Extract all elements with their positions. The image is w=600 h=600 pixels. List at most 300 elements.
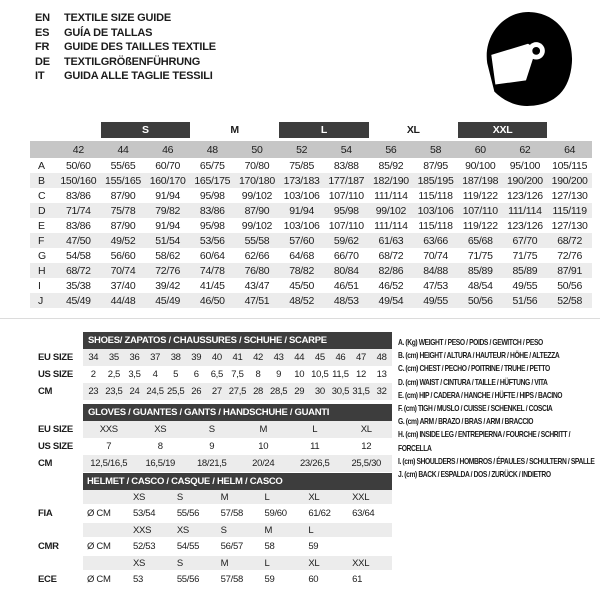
measurement-row [30, 233, 592, 248]
gloves-row [30, 421, 392, 438]
shoes-value: 6 [193, 369, 199, 380]
measurement-value: 87/95 [423, 159, 448, 172]
helmet-value: 53 [133, 574, 143, 585]
measurement-value: 72/76 [557, 249, 582, 262]
shoes-value: 47 [351, 349, 372, 366]
gloves-value: 12,5/16,5 [83, 455, 135, 472]
helmet-value: 59 [308, 541, 319, 552]
measurement-value: 67/70 [503, 233, 548, 248]
helmet-size-label: XS [173, 523, 217, 537]
language-row [35, 11, 216, 26]
measurement-value: 107/110 [328, 189, 364, 202]
helmet-standard-label: CMR [30, 537, 83, 556]
language-code: EN [35, 12, 50, 24]
helmet-value: 53/54 [133, 508, 156, 519]
language-title: GUIDA ALLE TAGLIE TESSILI [64, 70, 213, 82]
shoes-value: 27,5 [227, 383, 248, 400]
measurement-value: 50/60 [65, 159, 91, 172]
measurement-row-label: G [38, 249, 46, 262]
size-band-m: M [190, 122, 279, 140]
numeric-size-header-row [30, 140, 592, 159]
measurement-row-label: C [38, 189, 46, 202]
measurement-value: 60/64 [199, 249, 225, 262]
shoes-value: 30,5 [330, 383, 351, 400]
measurement-value: 50/56 [557, 279, 582, 292]
shoes-value: 30 [310, 383, 331, 400]
measurement-value: 119/122 [462, 219, 498, 232]
measurement-value: 95/98 [199, 219, 225, 232]
helmet-size-row [30, 523, 392, 537]
measurement-value: 87/91 [547, 263, 592, 278]
gloves-row-label: EU SIZE [30, 421, 83, 438]
measurement-value: 47/53 [423, 279, 448, 292]
shoes-value: 4 [152, 369, 158, 380]
measurement-value: 47/50 [56, 233, 101, 248]
measurement-value: 45/50 [289, 279, 314, 292]
size-column-header: 62 [503, 140, 548, 159]
helmet-size-label: S [217, 523, 261, 537]
measurement-value: 51/56 [503, 293, 548, 308]
measurement-value: 44/48 [101, 293, 146, 308]
measurement-row [30, 203, 592, 218]
measurement-value: 56/60 [110, 249, 136, 262]
measurement-row [30, 293, 592, 308]
measurement-value: 182/190 [369, 173, 414, 188]
helmet-size-label: M [260, 523, 304, 537]
measurement-value: 47/51 [235, 293, 280, 308]
helmet-value-row [30, 570, 392, 589]
gloves-value: S [186, 421, 238, 438]
size-band-s: S [101, 122, 190, 140]
measurement-value: 46/52 [378, 279, 404, 292]
helmet-value: 63/64 [352, 508, 375, 519]
shoes-value: 37 [145, 349, 166, 366]
measurement-value: 70/80 [244, 159, 270, 172]
helmet-standard-label: ECE [30, 570, 83, 589]
language-code: IT [35, 70, 45, 82]
measurement-value: 103/106 [283, 219, 320, 232]
measurement-value: 50/56 [458, 293, 503, 308]
measurement-value: 76/80 [235, 263, 280, 278]
measurement-value: 187/198 [458, 173, 503, 188]
measurement-value: 43/47 [244, 279, 270, 292]
helmet-value: 52/53 [133, 541, 156, 552]
measurement-value: 107/110 [328, 219, 364, 232]
shoes-value: 39 [186, 349, 207, 366]
spacer [83, 490, 129, 504]
measurement-value: 49/55 [413, 293, 458, 308]
measurement-value: 35/38 [65, 279, 91, 292]
measurement-value: 85/89 [503, 263, 548, 278]
measurement-row [30, 188, 592, 203]
measurement-row-label: B [30, 173, 56, 188]
spacer [30, 404, 83, 421]
shoes-value: 40 [207, 349, 228, 366]
shoes-value: 44 [289, 349, 310, 366]
measurement-value: 111/114 [374, 189, 408, 202]
helmet-value: 57/58 [220, 508, 243, 519]
main-size-table [30, 122, 592, 308]
measurement-value: 65/68 [458, 233, 503, 248]
measurement-value: 91/94 [155, 219, 181, 232]
measurement-value: 74/78 [190, 263, 235, 278]
spacer [30, 473, 83, 490]
shoes-value: 32 [371, 383, 392, 400]
helmet-size-label: L [260, 556, 304, 570]
measurement-value: 62/66 [244, 249, 270, 262]
size-column-header: 50 [235, 140, 280, 159]
measurement-value: 119/122 [462, 189, 498, 202]
shoes-value: 46 [330, 349, 351, 366]
gloves-value: 18/21,5 [186, 455, 238, 472]
gloves-row [30, 438, 392, 455]
language-row [35, 55, 216, 70]
helmet-diameter-label: Ø CM [87, 541, 111, 552]
size-column-header: 52 [279, 140, 324, 159]
helmet-diameter-label: Ø CM [87, 574, 111, 585]
legend-item: E. (cm) HIP / CADERA / HANCHE / HÜFTE / HIPS / BACINO [398, 389, 563, 400]
spacer [30, 556, 83, 570]
shoes-value: 27 [207, 383, 228, 400]
measurement-value: 87/90 [110, 219, 136, 232]
legend-item: G. (cm) ARM / BRAZO / BRAS / ARM / BRACCIO [398, 416, 534, 427]
shoes-value: 48 [371, 349, 392, 366]
helmet-size-label: S [173, 556, 217, 570]
helmet-size-label: XS [129, 490, 173, 504]
measurement-value: 177/187 [324, 173, 369, 188]
gloves-value: 12 [361, 441, 372, 452]
gloves-value: XS [135, 421, 187, 438]
measurement-value: 83/86 [65, 219, 91, 232]
measurement-value: 45/49 [145, 293, 190, 308]
shoes-value: 6,5 [210, 369, 224, 380]
measurement-value: 91/94 [155, 189, 181, 202]
shoes-value: 7,5 [231, 369, 244, 380]
measurement-value: 46/50 [190, 293, 235, 308]
helmet-size-label: XL [304, 556, 348, 570]
measurement-value: 46/51 [333, 279, 359, 292]
measurement-row-label: E [38, 219, 45, 232]
gloves-value: L [289, 421, 341, 438]
helmet-size-label: L [260, 490, 304, 504]
helmet-value-row [30, 504, 392, 523]
gloves-table [30, 404, 392, 472]
shoes-value: 10,5 [311, 369, 329, 380]
shoes-row-label: EU SIZE [30, 349, 83, 366]
helmet-value: 56/57 [220, 541, 243, 552]
language-title: GUÍA DE TALLAS [64, 26, 153, 39]
size-column-header: 56 [369, 140, 414, 159]
racing-helmet-icon [468, 8, 586, 110]
shoes-value: 23,5 [104, 383, 125, 400]
gloves-row-label: US SIZE [30, 438, 83, 455]
measurement-value: 91/94 [279, 203, 324, 218]
gloves-value: 11 [310, 441, 320, 452]
legend-item: J. (cm) BACK / ESPALDA / DOS / ZURÜCK / INDIETRO [398, 469, 551, 480]
helmet-value: 61/62 [308, 508, 331, 519]
shoes-row [30, 366, 392, 383]
measurement-value: 82/86 [369, 263, 414, 278]
spacer [30, 122, 101, 140]
size-column-header: 44 [101, 140, 146, 159]
shoes-value: 24,5 [145, 383, 166, 400]
helmet-size-row [30, 490, 392, 504]
size-band-xxl: XXL [458, 122, 547, 140]
section-divider [0, 318, 600, 319]
measurement-value: 103/106 [413, 203, 458, 218]
spacer [547, 122, 592, 140]
shoes-value: 12 [356, 369, 366, 380]
legend-item: A. (Kg) WEIGHT / PESO / POIDS / GEWITCH / PESO [398, 337, 543, 347]
helmet-value: 55/56 [176, 574, 200, 585]
language-code: FR [35, 41, 50, 53]
size-column-header: 60 [458, 140, 503, 159]
helmet-table-body [30, 490, 392, 589]
shoes-table [30, 332, 392, 400]
shoes-value: 42 [248, 349, 269, 366]
legend-item: B. (cm) HEIGHT / ALTURA / HAUTEUR / HÖHE / ALTEZZA [398, 350, 560, 361]
shoes-value: 8 [255, 369, 261, 380]
measurement-value: 66/70 [333, 249, 359, 262]
measurement-value: 190/200 [503, 173, 548, 188]
measurement-value: 37/40 [110, 279, 136, 292]
spacer [83, 556, 129, 570]
measurement-value: 170/180 [235, 173, 280, 188]
gloves-table-title: GLOVES / GUANTES / GANTS / HANDSCHUHE / GUANTI [83, 404, 392, 421]
spacer [30, 523, 83, 537]
helmet-title-row [30, 473, 392, 490]
shoes-value: 11,5 [332, 369, 349, 380]
size-column-header: 58 [413, 140, 458, 159]
shoes-row-label: CM [30, 383, 83, 400]
measurement-value: 155/165 [101, 173, 146, 188]
language-row [35, 69, 216, 84]
helmet-value: 61 [352, 574, 363, 585]
size-column-header: 46 [145, 140, 190, 159]
measurement-value: 72/76 [145, 263, 190, 278]
gloves-row-label: CM [30, 455, 83, 472]
shoes-value: 28,5 [268, 383, 289, 400]
measurement-value: 51/54 [145, 233, 190, 248]
measurement-value: 63/66 [413, 233, 458, 248]
gloves-value: 10 [258, 441, 269, 452]
size-band-l: L [279, 122, 368, 140]
measurement-value: 95/100 [509, 159, 541, 172]
gloves-value: XL [341, 421, 393, 438]
language-code: DE [35, 55, 50, 68]
helmet-value: 55/56 [176, 508, 200, 519]
helmet-size-label: XL [304, 490, 348, 504]
helmet-size-label: S [173, 490, 217, 504]
size-column-header: 54 [324, 140, 369, 159]
helmet-size-label: L [304, 523, 348, 537]
gloves-title-row [30, 404, 392, 421]
language-title: TEXTILGRÖßENFÜHRUNG [64, 55, 201, 68]
helmet-size-row [30, 556, 392, 570]
shoes-value: 29 [289, 383, 310, 400]
measurement-row-label: F [30, 233, 56, 248]
measurement-value: 83/88 [333, 159, 359, 172]
shoes-value: 10 [294, 369, 305, 380]
shoes-row [30, 349, 392, 366]
language-title: GUIDE DES TAILLES TEXTILE [64, 41, 216, 53]
measurement-value: 115/118 [418, 189, 453, 202]
measurement-value: 68/72 [378, 249, 404, 262]
measurement-value: 95/98 [199, 189, 225, 202]
measurement-value: 49/55 [512, 279, 538, 292]
measurement-value: 150/160 [56, 173, 101, 188]
measurement-value: 49/54 [369, 293, 414, 308]
measurement-value: 70/74 [423, 249, 448, 262]
measurement-row [30, 278, 592, 293]
shoes-value: 34 [83, 349, 104, 366]
measurement-value: 71/75 [512, 249, 538, 262]
measurement-value: 99/102 [369, 203, 414, 218]
main-size-table-body [30, 122, 592, 308]
measurement-value: 60/70 [155, 159, 181, 172]
helmet-value: 59 [264, 574, 275, 585]
helmet-value: 54/55 [176, 541, 200, 552]
shoes-value: 3,5 [128, 369, 141, 380]
size-band-row [30, 122, 592, 140]
measurement-value: 80/84 [324, 263, 369, 278]
shoes-value: 25,5 [165, 383, 186, 400]
helmet-table-title: HELMET / CASCO / CASQUE / HELM / CASCO [83, 473, 392, 490]
shoes-row-label: US SIZE [30, 366, 83, 383]
shoes-value: 13 [376, 369, 387, 380]
helmet-table [30, 473, 392, 589]
measurement-value: 48/52 [279, 293, 324, 308]
helmet-size-label [348, 523, 392, 537]
gloves-value: 23/26,5 [289, 455, 341, 472]
helmet-size-label: XS [129, 556, 173, 570]
gloves-value: 25,5/30 [341, 455, 393, 472]
measurement-value: 78/82 [279, 263, 324, 278]
measurement-value: 54/58 [65, 249, 91, 262]
helmet-value: 57/58 [220, 574, 243, 585]
size-band-xl: XL [369, 122, 458, 140]
measurement-value: 83/86 [190, 203, 235, 218]
measurement-value: 58/62 [155, 249, 181, 262]
measurement-value: 105/115 [552, 159, 588, 172]
shoes-value: 38 [165, 349, 186, 366]
shoes-value: 43 [268, 349, 289, 366]
measurement-value: 90/100 [465, 159, 496, 172]
helmet-value [348, 537, 392, 556]
helmet-size-label: XXL [348, 490, 392, 504]
gloves-row [30, 455, 392, 472]
measurement-value: 70/74 [101, 263, 146, 278]
measurement-row [30, 173, 592, 188]
gloves-value: M [238, 421, 290, 438]
spacer [30, 332, 83, 349]
helmet-diameter-label: Ø CM [87, 508, 111, 519]
legend-item: D. (cm) WAIST / CINTURA / TAILLE / HÜFTUNG / VITA [398, 376, 548, 387]
measurement-value: 85/89 [458, 263, 503, 278]
measurement-row-label: D [30, 203, 56, 218]
shoes-value: 2 [90, 369, 96, 380]
measurement-row [30, 263, 592, 278]
measurement-value: 68/72 [56, 263, 101, 278]
measurement-value: 55/65 [110, 159, 136, 172]
measurement-value: 48/53 [324, 293, 369, 308]
measurement-value: 165/175 [190, 173, 235, 188]
gloves-value: 7 [106, 441, 112, 452]
shoes-value: 5 [173, 369, 179, 380]
measurement-value: 99/102 [241, 219, 273, 232]
measurement-value: 53/56 [190, 233, 235, 248]
measurement-row-label: H [30, 263, 56, 278]
shoes-value: 24 [124, 383, 145, 400]
measurement-value: 95/98 [324, 203, 369, 218]
measurement-row [30, 248, 592, 263]
shoes-value: 36 [124, 349, 145, 366]
language-code: ES [35, 26, 50, 39]
measurement-value: 64/68 [289, 249, 314, 262]
shoes-table-title: SHOES/ ZAPATOS / CHAUSSURES / SCHUHE / SCARPE [83, 332, 392, 349]
shoes-row [30, 383, 392, 400]
shoes-value: 23 [83, 383, 104, 400]
helmet-value: 59/60 [264, 508, 287, 519]
spacer [30, 490, 83, 504]
helmet-size-label: M [217, 490, 261, 504]
measurement-value: 85/92 [378, 159, 404, 172]
helmet-size-label: M [217, 556, 261, 570]
measurement-value: 99/102 [241, 189, 273, 202]
shoes-value: 31,5 [351, 383, 372, 400]
measurement-value: 115/118 [418, 219, 453, 232]
legend-item: C. (cm) CHEST / PECHO / POITRINE / TRUHE / PETTO [398, 363, 550, 374]
measurement-value: 111/114 [503, 203, 548, 218]
measurement-row-label: I [38, 279, 41, 292]
size-column-header: 48 [190, 140, 235, 159]
measurement-value: 75/85 [289, 159, 314, 172]
legend-item: I. (cm) SHOULDERS / HOMBROS / ÉPAULES / SCHULTERN / SPALLE [398, 455, 595, 466]
measurement-value: 87/90 [235, 203, 280, 218]
measurement-value: 111/114 [374, 219, 408, 232]
measurement-value: 75/78 [101, 203, 146, 218]
gloves-value: 20/24 [238, 455, 290, 472]
measurement-legend [398, 336, 596, 481]
measurement-value: 48/54 [467, 279, 493, 292]
shoes-table-body [30, 349, 392, 400]
shoes-value: 9 [276, 369, 282, 380]
shoes-value: 28 [248, 383, 269, 400]
measurement-value: 127/130 [551, 219, 588, 232]
measurement-value: 103/106 [283, 189, 320, 202]
language-title: TEXTILE SIZE GUIDE [64, 12, 172, 24]
measurement-value: 39/42 [155, 279, 181, 292]
gloves-table-body [30, 421, 392, 472]
gloves-value: 9 [209, 441, 215, 452]
measurement-value: 55/58 [235, 233, 280, 248]
helmet-value: 58 [264, 541, 275, 552]
language-row [35, 26, 216, 41]
legend-item: H. (cm) INSIDE LEG / ENTREPIERNA / FOURCHE / SCHRITT / FORCELLA [398, 429, 571, 453]
measurement-value: 123/126 [506, 219, 543, 232]
measurement-row [30, 218, 592, 233]
spacer [30, 140, 56, 159]
measurement-value: 61/63 [369, 233, 414, 248]
measurement-row [30, 158, 592, 173]
measurement-value: 84/88 [413, 263, 458, 278]
language-row [35, 40, 216, 55]
measurement-value: 71/74 [56, 203, 101, 218]
measurement-value: 52/58 [547, 293, 592, 308]
shoes-value: 2,5 [107, 369, 121, 380]
measurement-value: 190/200 [547, 173, 592, 188]
measurement-value: 59/62 [324, 233, 369, 248]
